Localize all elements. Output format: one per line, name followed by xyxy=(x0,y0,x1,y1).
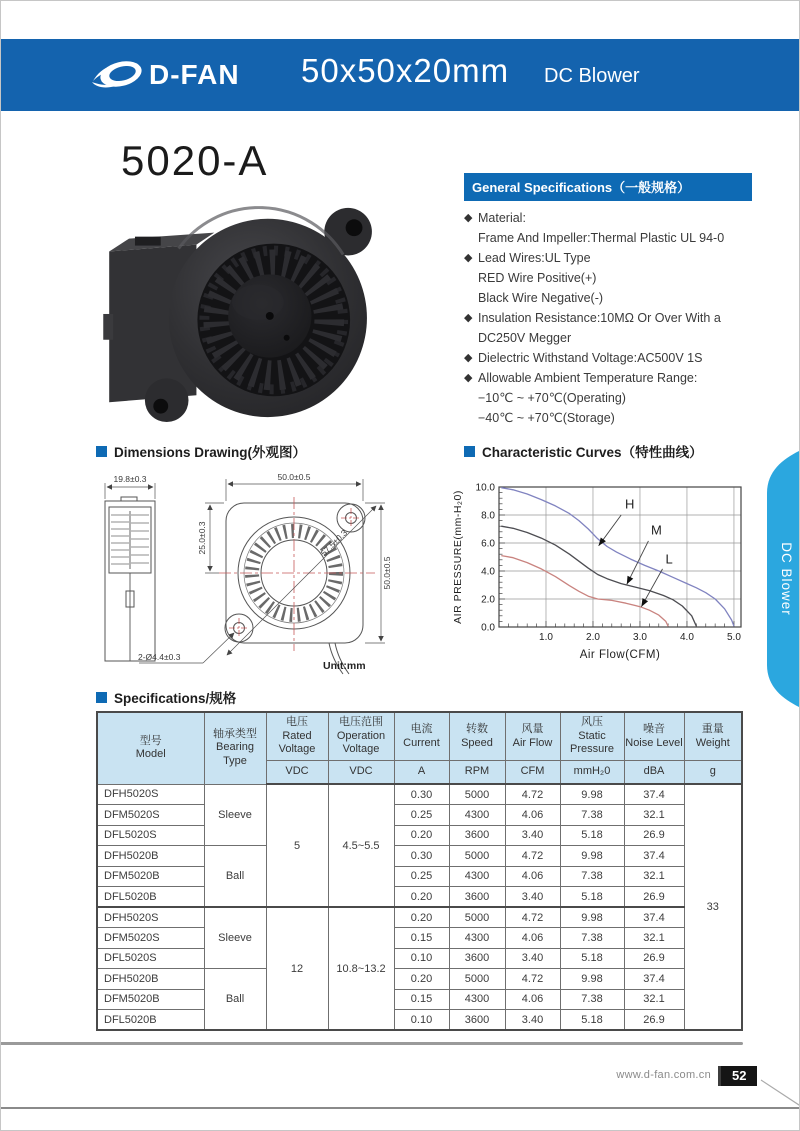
current-cell: 0.20 xyxy=(394,907,449,928)
column-unit: mmH₂0 xyxy=(560,761,624,785)
table-row xyxy=(97,846,742,867)
pressure-cell: 9.98 xyxy=(560,784,624,805)
model-cell: DFM5020B xyxy=(97,989,204,1010)
bearing-cell: Sleeve xyxy=(204,784,266,846)
svg-text:2.0: 2.0 xyxy=(586,632,600,643)
svg-text:3.0: 3.0 xyxy=(633,632,647,643)
spec-item-text: Black Wire Negative(-) xyxy=(478,291,604,305)
section-square-icon xyxy=(96,692,107,703)
pressure-cell: 7.38 xyxy=(560,866,624,887)
dim-holes: 2-Ø4.4±0.3 xyxy=(138,652,181,662)
column-header: 电流 Current xyxy=(394,712,449,761)
airflow-cell: 4.06 xyxy=(505,928,560,949)
noise-cell: 37.4 xyxy=(624,907,684,928)
svg-text:5.0: 5.0 xyxy=(726,632,741,643)
noise-cell: 37.4 xyxy=(624,846,684,867)
dim-center-offset: 25.0±0.3 xyxy=(197,521,207,555)
table-row xyxy=(97,907,742,928)
svg-text:2.0: 2.0 xyxy=(481,594,495,606)
diamond-bullet-icon: ◆ xyxy=(464,312,473,324)
current-cell: 0.20 xyxy=(394,969,449,990)
speed-cell: 5000 xyxy=(449,784,505,805)
brand-name: D-FAN xyxy=(149,59,240,90)
dimensions-drawing xyxy=(93,471,398,676)
side-tab-label: DC Blower xyxy=(779,542,794,616)
current-cell: 0.10 xyxy=(394,1010,449,1031)
table-row xyxy=(97,969,742,990)
airflow-cell: 4.72 xyxy=(505,846,560,867)
current-cell: 0.30 xyxy=(394,784,449,805)
spec-item-text: Material: xyxy=(478,211,526,225)
column-header: 电压范围 Operation Voltage xyxy=(328,712,394,761)
curves-section-title: Characteristic Curves（特性曲线） xyxy=(482,445,703,460)
spec-item-text: −10℃ ~ +70℃(Operating) xyxy=(478,391,626,405)
section-square-icon xyxy=(464,446,475,457)
pressure-cell: 9.98 xyxy=(560,907,624,928)
current-cell: 0.30 xyxy=(394,846,449,867)
model-cell: DFM5020S xyxy=(97,805,204,826)
noise-cell: 37.4 xyxy=(624,784,684,805)
bearing-cell: Ball xyxy=(204,969,266,1031)
operation-voltage-cell: 4.5~5.5 xyxy=(328,784,394,907)
general-specs-section xyxy=(464,173,752,428)
curve-H xyxy=(501,488,734,627)
noise-cell: 37.4 xyxy=(624,969,684,990)
table-row xyxy=(97,866,742,887)
speed-cell: 3600 xyxy=(449,887,505,908)
spec-item xyxy=(464,228,752,248)
spec-item xyxy=(464,268,752,288)
svg-text:10.0: 10.0 xyxy=(475,482,495,494)
weight-cell: 33 xyxy=(684,784,742,1030)
speed-cell: 5000 xyxy=(449,907,505,928)
model-cell: DFL5020S xyxy=(97,825,204,846)
x-axis-label: Air Flow(CFM) xyxy=(579,649,661,661)
y-axis-label: AIR PRESSURE(mm-H₂0) xyxy=(452,490,464,624)
current-cell: 0.20 xyxy=(394,887,449,908)
column-header: 型号 Model xyxy=(97,712,204,784)
spec-item xyxy=(464,348,752,368)
airflow-cell: 4.06 xyxy=(505,805,560,826)
column-header: 重量 Weight xyxy=(684,712,742,761)
spec-item-text: Allowable Ambient Temperature Range: xyxy=(478,371,698,385)
curve-label-H: H xyxy=(624,496,635,512)
curves-section-header xyxy=(464,441,703,461)
column-unit: dBA xyxy=(624,761,684,785)
characteristic-curves-chart xyxy=(449,477,749,675)
noise-cell: 26.9 xyxy=(624,1010,684,1031)
operation-voltage-cell: 10.8~13.2 xyxy=(328,907,394,1030)
column-unit: RPM xyxy=(449,761,505,785)
spec-item-text: Dielectric Withstand Voltage:AC500V 1S xyxy=(478,351,703,365)
dim-unit: Unit:mm xyxy=(323,660,366,672)
pressure-cell: 7.38 xyxy=(560,928,624,949)
speed-cell: 4300 xyxy=(449,928,505,949)
table-row xyxy=(97,805,742,826)
header-bar xyxy=(1,39,799,111)
spec-item xyxy=(464,248,752,268)
general-specs-list xyxy=(464,208,752,428)
dim-diagonal: 57.5±0.3 xyxy=(318,527,350,559)
airflow-cell: 3.40 xyxy=(505,887,560,908)
svg-text:4.0: 4.0 xyxy=(481,566,495,578)
svg-text:1.0: 1.0 xyxy=(539,632,553,643)
speed-cell: 4300 xyxy=(449,989,505,1010)
noise-cell: 32.1 xyxy=(624,989,684,1010)
column-unit: A xyxy=(394,761,449,785)
table-section-title: Specifications/规格 xyxy=(114,691,237,706)
model-cell: DFH5020S xyxy=(97,784,204,805)
column-header: 风量 Air Flow xyxy=(505,712,560,761)
table-row xyxy=(97,948,742,969)
general-specs-header: General Specifications（一般规格） xyxy=(464,173,752,201)
table-row xyxy=(97,887,742,908)
spec-item-text: Lead Wires:UL Type xyxy=(478,251,591,265)
current-cell: 0.20 xyxy=(394,825,449,846)
model-cell: DFM5020B xyxy=(97,866,204,887)
blower-fan-photo xyxy=(96,197,396,425)
rated-voltage-cell: 12 xyxy=(266,907,328,1030)
curve-label-M: M xyxy=(650,522,662,538)
noise-cell: 32.1 xyxy=(624,805,684,826)
swoosh-logo-icon xyxy=(91,57,145,93)
svg-text:6.0: 6.0 xyxy=(481,538,495,550)
dimensions-section-header xyxy=(96,441,306,461)
product-type-label: DC Blower xyxy=(544,65,640,87)
spec-item xyxy=(464,388,752,408)
speed-cell: 3600 xyxy=(449,825,505,846)
spec-item-text: DC250V Megger xyxy=(478,331,572,345)
spec-item xyxy=(464,288,752,308)
spec-item xyxy=(464,368,752,388)
airflow-cell: 4.72 xyxy=(505,907,560,928)
noise-cell: 32.1 xyxy=(624,928,684,949)
section-square-icon xyxy=(96,446,107,457)
pressure-cell: 7.38 xyxy=(560,805,624,826)
table-section-header xyxy=(96,687,236,707)
column-unit: VDC xyxy=(266,761,328,785)
rated-voltage-cell: 5 xyxy=(266,784,328,907)
speed-cell: 3600 xyxy=(449,948,505,969)
diamond-bullet-icon: ◆ xyxy=(464,352,473,364)
table-row xyxy=(97,1010,742,1031)
page-number-badge: 52 xyxy=(718,1066,757,1086)
website-text: www.d-fan.com.cn xyxy=(616,1069,711,1081)
footer-diagonal-line xyxy=(757,1075,800,1111)
pressure-cell: 5.18 xyxy=(560,1010,624,1031)
svg-text:8.0: 8.0 xyxy=(481,510,495,522)
spec-item xyxy=(464,328,752,348)
spec-item-text: Frame And Impeller:Thermal Plastic UL 94-0 xyxy=(478,231,725,245)
dimensions-section-title: Dimensions Drawing(外观图） xyxy=(114,445,307,460)
table-row xyxy=(97,825,742,846)
pressure-cell: 5.18 xyxy=(560,825,624,846)
current-cell: 0.15 xyxy=(394,989,449,1010)
speed-cell: 4300 xyxy=(449,805,505,826)
diamond-bullet-icon: ◆ xyxy=(464,372,473,384)
bearing-cell: Sleeve xyxy=(204,907,266,969)
spec-item-text: RED Wire Positive(+) xyxy=(478,271,597,285)
svg-text:4.0: 4.0 xyxy=(680,632,694,643)
column-header: 轴承类型 Bearing Type xyxy=(204,712,266,784)
pressure-cell: 7.38 xyxy=(560,989,624,1010)
column-header: 风压 Static Pressure xyxy=(560,712,624,761)
airflow-cell: 4.06 xyxy=(505,989,560,1010)
diamond-bullet-icon: ◆ xyxy=(464,212,473,224)
speed-cell: 5000 xyxy=(449,969,505,990)
speed-cell: 3600 xyxy=(449,1010,505,1031)
current-cell: 0.25 xyxy=(394,805,449,826)
model-cell: DFL5020B xyxy=(97,1010,204,1031)
column-header: 转数 Speed xyxy=(449,712,505,761)
table-row xyxy=(97,784,742,805)
table-row xyxy=(97,928,742,949)
pressure-cell: 9.98 xyxy=(560,846,624,867)
pressure-cell: 5.18 xyxy=(560,948,624,969)
airflow-cell: 3.40 xyxy=(505,825,560,846)
footer-bottom-line xyxy=(1,1107,799,1109)
column-unit: VDC xyxy=(328,761,394,785)
airflow-cell: 3.40 xyxy=(505,1010,560,1031)
column-header: 噪音 Noise Level xyxy=(624,712,684,761)
dim-side-width: 19.8±0.3 xyxy=(113,474,147,484)
spec-item xyxy=(464,408,752,428)
noise-cell: 26.9 xyxy=(624,887,684,908)
model-cell: DFM5020S xyxy=(97,928,204,949)
model-cell: DFH5020B xyxy=(97,846,204,867)
spec-item-text: Insulation Resistance:10MΩ Or Over With a xyxy=(478,311,721,325)
side-tab-dc-blower xyxy=(759,451,799,707)
current-cell: 0.10 xyxy=(394,948,449,969)
diamond-bullet-icon: ◆ xyxy=(464,252,473,264)
model-cell: DFH5020B xyxy=(97,969,204,990)
speed-cell: 5000 xyxy=(449,846,505,867)
current-cell: 0.25 xyxy=(394,866,449,887)
airflow-cell: 3.40 xyxy=(505,948,560,969)
model-cell: DFL5020B xyxy=(97,887,204,908)
model-cell: DFH5020S xyxy=(97,907,204,928)
spec-item xyxy=(464,308,752,328)
noise-cell: 26.9 xyxy=(624,825,684,846)
speed-cell: 4300 xyxy=(449,866,505,887)
spec-item xyxy=(464,208,752,228)
product-size-label: 50x50x20mm xyxy=(301,52,510,89)
airflow-cell: 4.72 xyxy=(505,784,560,805)
airflow-cell: 4.06 xyxy=(505,866,560,887)
pressure-cell: 9.98 xyxy=(560,969,624,990)
dim-front-height: 50.0±0.5 xyxy=(382,556,392,590)
column-unit: CFM xyxy=(505,761,560,785)
spec-table-wrap xyxy=(96,711,742,1031)
spec-item-text: −40℃ ~ +70℃(Storage) xyxy=(478,411,615,425)
curve-M xyxy=(501,526,696,626)
column-header: 电压 Rated Voltage xyxy=(266,712,328,761)
curve-label-L: L xyxy=(665,551,673,567)
noise-cell: 32.1 xyxy=(624,866,684,887)
svg-text:0.0: 0.0 xyxy=(481,622,495,634)
footer-divider-bar xyxy=(1,1042,743,1045)
noise-cell: 26.9 xyxy=(624,948,684,969)
pressure-cell: 5.18 xyxy=(560,887,624,908)
page-title: 5020-A xyxy=(121,137,269,184)
table-row xyxy=(97,989,742,1010)
dim-front-width: 50.0±0.5 xyxy=(277,472,311,482)
column-unit: g xyxy=(684,761,742,785)
specifications-table xyxy=(96,711,743,1031)
bearing-cell: Ball xyxy=(204,846,266,908)
airflow-cell: 4.72 xyxy=(505,969,560,990)
current-cell: 0.15 xyxy=(394,928,449,949)
brand-logo xyxy=(91,57,240,93)
model-cell: DFL5020S xyxy=(97,948,204,969)
